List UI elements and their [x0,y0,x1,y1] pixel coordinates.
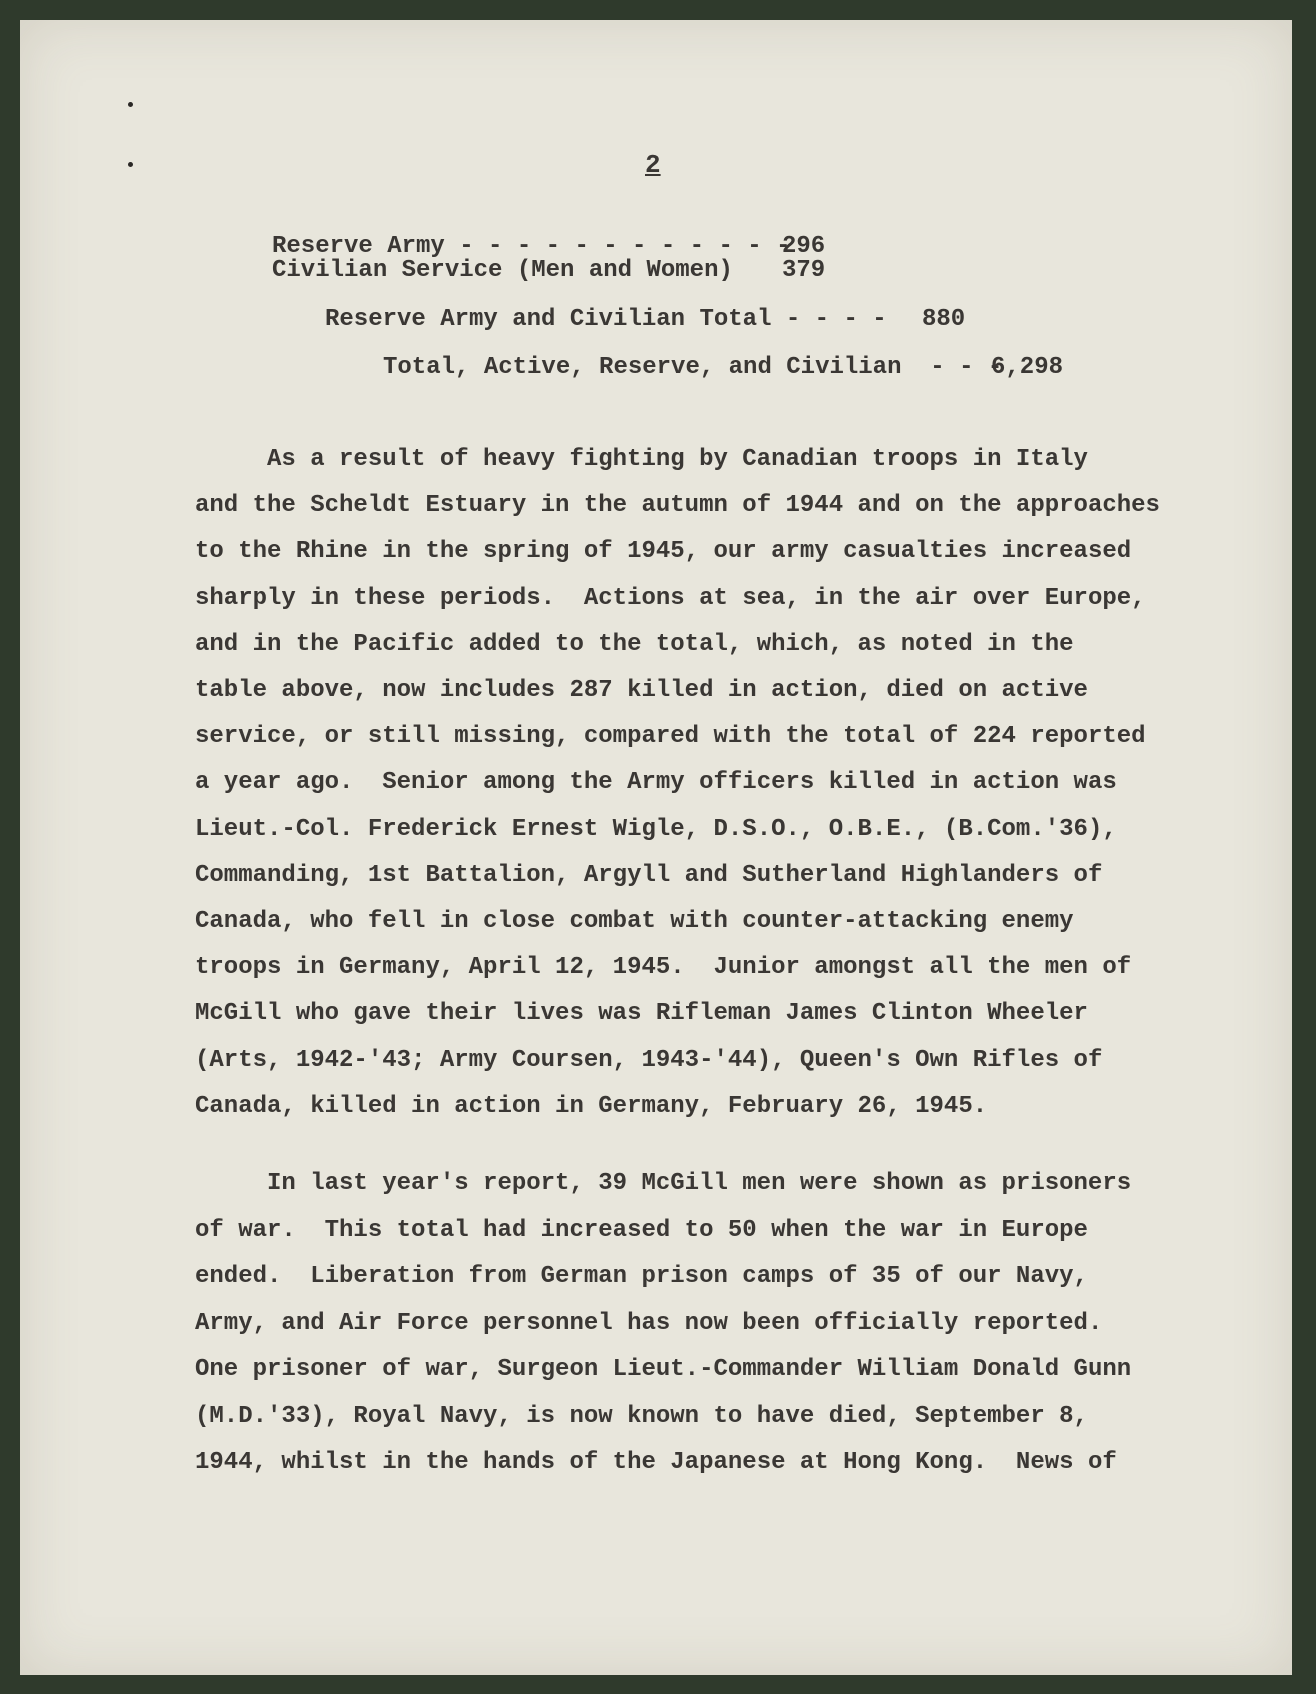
row-label: Reserve Army - - - - - - - - - - - - [272,233,791,260]
text-line: In last year's report, 39 McGill men were shown as prisoners [267,1170,1132,1197]
text-line: a year ago. Senior among the Army officers killed in action was [195,769,1117,797]
text-line: Commanding, 1st Battalion, Argyll and Sutherland Highlanders of [195,861,1103,889]
text-line: ended. Liberation from German prison camps of 35 of our Navy, [195,1263,1088,1290]
text-line: (Arts, 1942-'43; Army Coursen, 1943-'44), Queen's Own Rifles of [195,1046,1103,1074]
text-line: table above, now includes 287 killed in action, died on active [195,677,1088,704]
page-number: 2 [645,150,661,180]
text-line: Canada, killed in action in Germany, February 26, 1945. [195,1092,988,1120]
text-line: and the Scheldt Estuary in the autumn of 1944 and on the approaches [195,492,1160,520]
margin-mark [128,162,133,167]
text-line: sharply in these periods. Actions at sea, in the air over Europe, [195,584,1146,612]
text-line: Canada, who fell in close combat with counter-attacking enemy [195,908,1074,935]
text-line: Lieut.-Col. Frederick Ernest Wigle, D.S.O., O.B.E., (B.Com.'36), [195,815,1117,843]
text-line: (M.D.'33), Royal Navy, is now known to have died, September 8, [195,1402,1088,1430]
text-line: Army, and Air Force personnel has now been officially reported. [195,1309,1103,1337]
total-value: 6,298 [991,354,1064,381]
subtotal-label: Reserve Army and Civilian Total - - - - [325,306,887,333]
text-line: of war. This total had increased to 50 when the war in Europe [195,1216,1088,1244]
text-line: service, or still missing, compared with the total of 224 reported [195,723,1146,751]
row-value: 296 [782,233,826,260]
text-line: and in the Pacific added to the total, which, as noted in the [195,630,1074,658]
text-line: troops in Germany, April 12, 1945. Junior amongst all the men of [195,954,1132,982]
text-line: As a result of heavy fighting by Canadian troops in Italy [267,446,1088,473]
text-line: 1944, whilst in the hands of the Japanese at Hong Kong. News of [195,1449,1117,1476]
text-line: McGill who gave their lives was Rifleman James Clinton Wheeler [195,1000,1088,1028]
subtotal-value: 880 [922,306,966,333]
text-line: to the Rhine in the spring of 1945, our army casualties increased [195,538,1132,566]
margin-mark [128,102,133,107]
row-label: Civilian Service (Men and Women) [272,257,733,284]
total-label: Total, Active, Reserve, and Civilian - - - [383,354,1003,381]
document-page [20,20,1292,1675]
text-line: One prisoner of war, Surgeon Lieut.-Commander William Donald Gunn [195,1356,1132,1383]
row-value: 379 [782,257,826,284]
